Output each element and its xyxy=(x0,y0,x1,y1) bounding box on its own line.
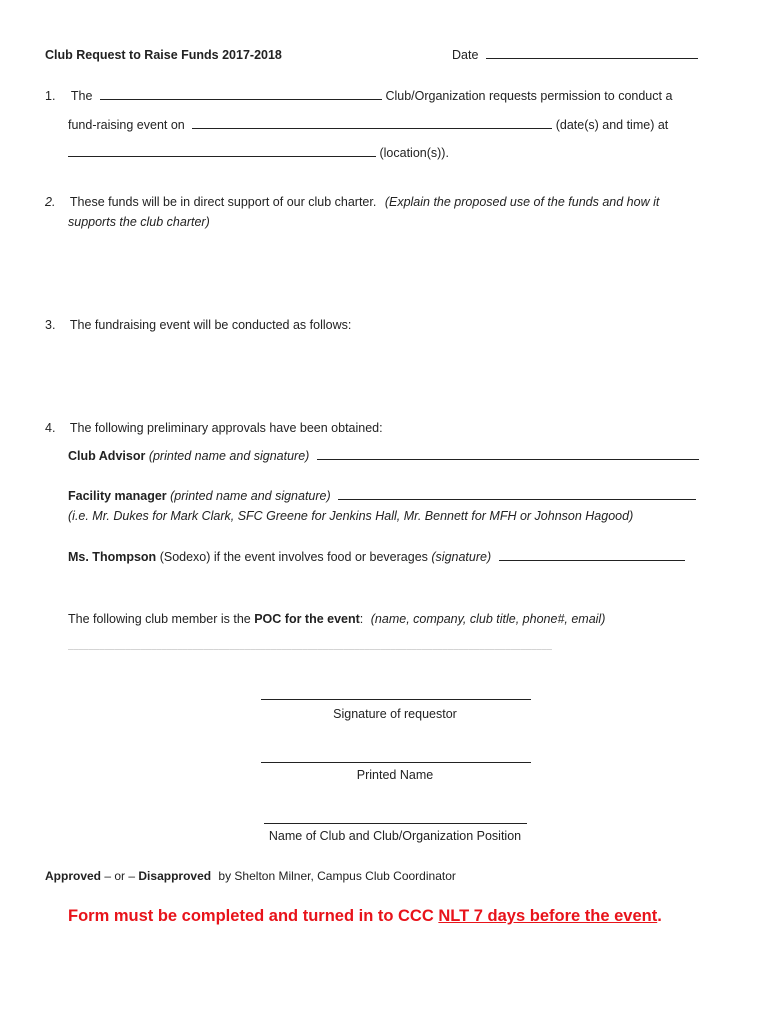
event-date-blank[interactable] xyxy=(192,127,552,129)
thompson-label: Ms. Thompson xyxy=(68,550,157,564)
advisor-italic: (printed name and signature) xyxy=(148,449,310,463)
item1-number: 1. xyxy=(45,89,56,103)
item2-italic-a: (Explain the proposed use of the funds and how it xyxy=(384,195,660,209)
facility-note: (i.e. Mr. Dukes for Mark Clark, SFC Greene for Jenkins Hall, Mr. Bennett for MFH or Johnson Hagood) xyxy=(68,509,634,523)
item1-event-on: fund-raising event on xyxy=(68,118,185,132)
thompson-row xyxy=(68,550,685,564)
item4-number: 4. xyxy=(45,421,56,435)
item2-italic-b: supports the club charter) xyxy=(68,215,210,229)
club-position-line[interactable] xyxy=(264,823,527,824)
item1-requests: Club/Organization requests permission to conduct a xyxy=(385,89,673,103)
item4-text: The following preliminary approvals have been obtained: xyxy=(69,421,383,435)
thompson-blank[interactable] xyxy=(499,559,685,561)
advisor-label: Club Advisor xyxy=(68,449,146,463)
date-label: Date xyxy=(452,48,479,62)
item3-line xyxy=(45,318,351,332)
item1-line1 xyxy=(45,89,672,103)
requestor-caption: Signature of requestor xyxy=(333,707,457,721)
item1-location: (location(s)). xyxy=(379,146,449,160)
facility-row xyxy=(68,489,696,503)
date-row xyxy=(452,48,698,62)
facility-blank[interactable] xyxy=(338,498,696,500)
footer-period: . xyxy=(657,907,662,925)
item4-line xyxy=(45,421,383,435)
footer-underlined: NLT 7 days before the event xyxy=(438,907,658,925)
facility-italic: (printed name and signature) xyxy=(170,489,331,503)
item1-date-time: (date(s) and time) at xyxy=(555,118,669,132)
item3-number: 3. xyxy=(45,318,56,332)
item1-the: The xyxy=(70,89,93,103)
poc-dash-line[interactable]: _____________________________________________________________________________________________ xyxy=(68,640,553,650)
advisor-row xyxy=(68,449,699,463)
approved-label: Approved xyxy=(45,869,102,883)
form-title: Club Request to Raise Funds 2017-2018 xyxy=(45,48,282,62)
requestor-signature-line[interactable] xyxy=(261,699,531,700)
date-blank[interactable] xyxy=(486,57,698,59)
item1-line2 xyxy=(68,118,668,132)
approval-by: by Shelton Milner, Campus Club Coordinator xyxy=(218,869,456,883)
printed-name-caption: Printed Name xyxy=(356,768,434,782)
facility-label: Facility manager xyxy=(68,489,167,503)
item2-text: These funds will be in direct support of our club charter. xyxy=(69,195,377,209)
club-name-blank[interactable] xyxy=(100,98,382,100)
item2-number: 2. xyxy=(45,195,56,209)
club-position-caption: Name of Club and Club/Organization Position xyxy=(268,829,522,843)
disapproved-label: Disapproved xyxy=(138,869,212,883)
approval-or: – or – xyxy=(104,869,136,883)
poc-bold: POC for the event xyxy=(254,612,360,626)
location-blank[interactable] xyxy=(68,155,376,157)
poc-colon: : xyxy=(359,612,364,626)
item1-line3 xyxy=(68,146,449,160)
approval-row xyxy=(45,869,456,883)
poc-italic: (name, company, club title, phone#, email) xyxy=(370,612,606,626)
item3-text: The fundraising event will be conducted as follows: xyxy=(69,318,352,332)
thompson-italic: (signature) xyxy=(431,550,492,564)
footer-notice xyxy=(68,907,662,926)
thompson-text: (Sodexo) if the event involves food or beverages xyxy=(159,550,428,564)
poc-lead: The following club member is the xyxy=(68,612,251,626)
poc-row xyxy=(68,612,605,626)
printed-name-line[interactable] xyxy=(261,762,531,763)
item2-line1 xyxy=(45,195,659,209)
advisor-blank[interactable] xyxy=(317,458,699,460)
footer-part1: Form must be completed and turned in to CCC xyxy=(68,907,434,925)
